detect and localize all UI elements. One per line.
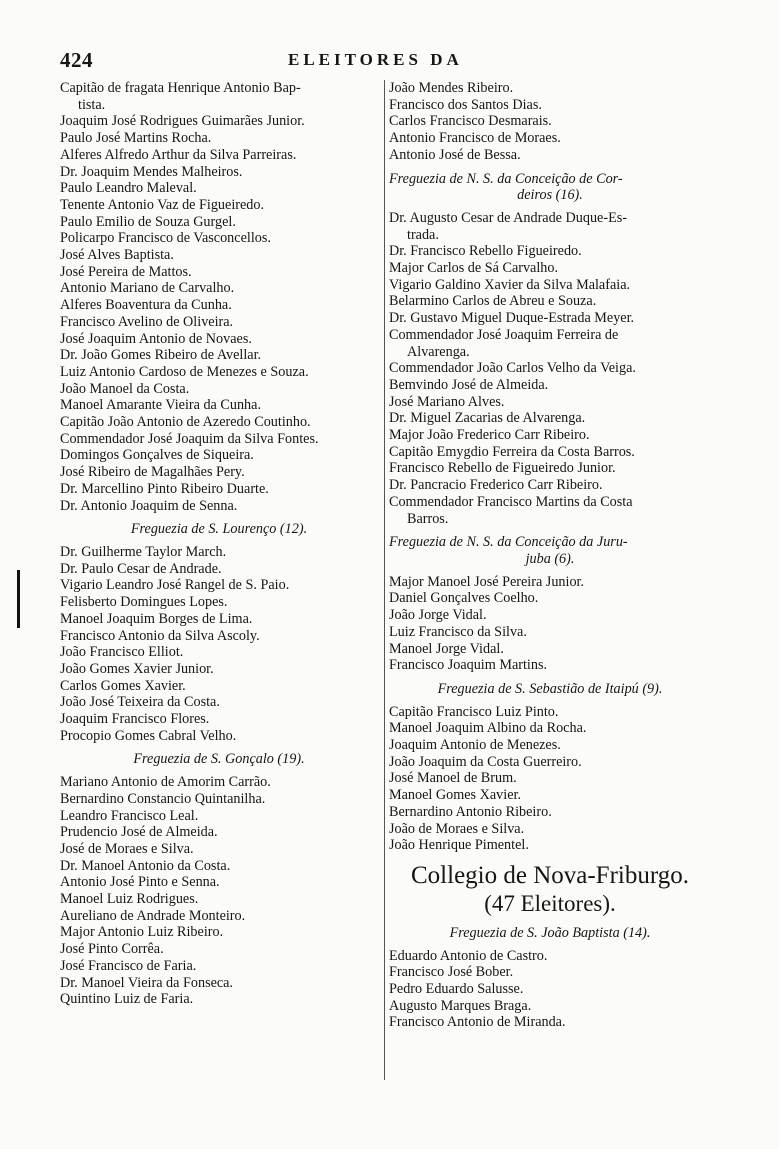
elector-list	[389, 948, 711, 1032]
elector-entry: Luiz Antonio Cardoso de Menezes e Souza.	[60, 363, 309, 380]
elector-entry: Manoel Amarante Vieira da Cunha.	[60, 397, 261, 414]
section-heading-line: Freguezia de N. S. da Conceição de Cor-	[389, 170, 623, 187]
elector-entry: Paulo José Martins Rocha.	[60, 130, 212, 147]
elector-entry: Prudencio José de Almeida.	[60, 824, 218, 841]
elector-entry: Mariano Antonio de Amorim Carrão.	[60, 774, 271, 791]
elector-entry: Major Manoel José Pereira Junior.	[389, 573, 585, 590]
margin-ink-mark	[17, 570, 20, 628]
section-heading	[389, 171, 711, 204]
elector-entry: Manoel Luiz Rodrigues.	[60, 891, 199, 908]
elector-list	[60, 544, 378, 744]
elector-entry: Vigario Galdino Xavier da Silva Malafaia.	[389, 276, 631, 293]
page-number: 424	[60, 48, 93, 72]
elector-entry: Belarmino Carlos de Abreu e Souza.	[389, 293, 597, 310]
elector-entry: Manoel Joaquim Borges de Lima.	[60, 610, 253, 627]
elector-entry: Joaquim Antonio de Menezes.	[389, 737, 561, 754]
running-head: ELEITORES DA	[288, 50, 463, 69]
elector-entry: Leandro Francisco Leal.	[60, 807, 199, 824]
elector-entry: Barros.	[407, 510, 449, 527]
elector-entry: Dr. Manoel Antonio da Costa.	[60, 857, 231, 874]
elector-entry: Dr. Augusto Cesar de Andrade Duque-Es-	[389, 209, 627, 226]
section-heading-line: Freguezia de N. S. da Conceição da Juru-	[389, 534, 628, 551]
elector-entry: Dr. Antonio Joaquim de Senna.	[60, 497, 238, 514]
elector-entry: Alferes Boaventura da Cunha.	[60, 297, 232, 314]
elector-entry: Vigario Leandro José Rangel de S. Paio.	[60, 577, 290, 594]
elector-entry: José de Moraes e Silva.	[60, 840, 194, 857]
elector-entry: Commendador Francisco Martins da Costa	[389, 493, 633, 510]
elector-entry: João Manoel da Costa.	[60, 380, 190, 397]
elector-entry: Eduardo Antonio de Castro.	[389, 947, 548, 964]
elector-entry: Capitão Emygdio Ferreira da Costa Barros.	[389, 443, 635, 460]
elector-entry: Quintino Luiz de Faria.	[60, 991, 194, 1008]
elector-entry: Antonio Mariano de Carvalho.	[60, 280, 235, 297]
elector-entry: Francisco Antonio da Silva Ascoly.	[60, 627, 260, 644]
elector-entry: Major Carlos de Sá Carvalho.	[389, 260, 559, 277]
elector-entry: José Pinto Corrêa.	[60, 941, 164, 958]
elector-entry: José Alves Baptista.	[60, 247, 174, 264]
elector-entry: Francisco Joaquim Martins.	[389, 657, 548, 674]
elector-entry: Dr. João Gomes Ribeiro de Avellar.	[60, 347, 262, 364]
elector-entry: José Mariano Alves.	[389, 393, 505, 410]
elector-entry: Manoel Gomes Xavier.	[389, 787, 521, 804]
elector-entry: João Francisco Elliot.	[60, 644, 184, 661]
elector-entry: Manoel Jorge Vidal.	[389, 640, 504, 657]
elector-entry: Dr. Pancracio Frederico Carr Ribeiro.	[389, 477, 603, 494]
elector-entry: tista.	[78, 96, 106, 113]
elector-entry: Dr. Paulo Cesar de Andrade.	[60, 560, 222, 577]
elector-entry: Antonio José de Bessa.	[389, 146, 521, 163]
elector-entry: Paulo Leandro Maleval.	[60, 180, 197, 197]
elector-entry: Pedro Eduardo Salusse.	[389, 981, 524, 998]
elector-entry: Luiz Francisco da Silva.	[389, 623, 527, 640]
elector-entry: Bernardino Constancio Quintanilha.	[60, 790, 266, 807]
elector-entry: Joaquim Francisco Flores.	[60, 711, 210, 728]
elector-entry: Alferes Alfredo Arthur da Silva Parreiras.	[60, 146, 297, 163]
elector-entry: Bemvindo José de Almeida.	[389, 376, 549, 393]
section-heading-line: juba (6).	[525, 550, 575, 567]
section-heading: Freguezia de S. Sebastião de Itaipú (9).	[437, 680, 663, 697]
elector-entry: Antonio Francisco de Moraes.	[389, 130, 561, 147]
elector-entry: Felisberto Domingues Lopes.	[60, 594, 228, 611]
elector-entry: Dr. Miguel Zacarias de Alvarenga.	[389, 410, 586, 427]
elector-entry: José Joaquim Antonio de Novaes.	[60, 330, 252, 347]
college-subtitle: (47 Eleitores).	[484, 890, 616, 916]
elector-entry: Augusto Marques Braga.	[389, 997, 532, 1014]
elector-entry: Dr. Guilherme Taylor March.	[60, 543, 227, 560]
elector-list	[389, 574, 711, 674]
elector-entry: João Gomes Xavier Junior.	[60, 660, 214, 677]
elector-list	[389, 704, 711, 854]
elector-entry: Francisco Antonio de Miranda.	[389, 1014, 566, 1031]
elector-entry: Aureliano de Andrade Monteiro.	[60, 907, 246, 924]
elector-entry: Capitão Francisco Luiz Pinto.	[389, 703, 559, 720]
elector-entry: trada.	[407, 226, 439, 243]
elector-list	[60, 774, 378, 1008]
elector-entry: Commendador João Carlos Velho da Veiga.	[389, 360, 636, 377]
section-heading	[389, 534, 711, 567]
elector-list	[389, 210, 711, 527]
elector-entry: Domingos Gonçalves de Siqueira.	[60, 447, 254, 464]
elector-entry: Carlos Francisco Desmarais.	[389, 113, 552, 130]
elector-entry: José Ribeiro de Magalhães Pery.	[60, 464, 245, 481]
elector-entry: João de Moraes e Silva.	[389, 820, 525, 837]
elector-entry: Antonio José Pinto e Senna.	[60, 874, 220, 891]
page-header	[0, 48, 779, 74]
elector-entry: Major João Frederico Carr Ribeiro.	[389, 427, 590, 444]
elector-entry: Francisco Rebello de Figueiredo Junior.	[389, 460, 616, 477]
elector-entry: José Pereira de Mattos.	[60, 263, 192, 280]
elector-entry: Commendador José Joaquim da Silva Fontes.	[60, 430, 319, 447]
college-title: Collegio de Nova-Friburgo.	[411, 861, 689, 889]
elector-entry: João Jorge Vidal.	[389, 607, 487, 624]
elector-entry: Carlos Gomes Xavier.	[60, 677, 186, 694]
elector-entry: Capitão João Antonio de Azeredo Coutinho.	[60, 414, 311, 431]
elector-entry: Dr. Gustavo Miguel Duque-Estrada Meyer.	[389, 310, 635, 327]
elector-entry: Procopio Gomes Cabral Velho.	[60, 727, 237, 744]
elector-entry: João Mendes Ribeiro.	[389, 80, 514, 96]
elector-entry: Bernardino Antonio Ribeiro.	[389, 803, 552, 820]
college-heading	[389, 862, 711, 918]
elector-entry: João José Teixeira da Costa.	[60, 694, 220, 711]
elector-entry: Joaquim José Rodrigues Guimarães Junior.	[60, 113, 305, 130]
elector-entry: Alvarenga.	[407, 343, 470, 360]
section-heading: Freguezia de S. Gonçalo (19).	[133, 751, 305, 768]
elector-entry: Dr. Joaquim Mendes Malheiros.	[60, 163, 243, 180]
elector-entry: Capitão de fragata Henrique Antonio Bap-	[60, 80, 301, 96]
elector-entry: Tenente Antonio Vaz de Figueiredo.	[60, 196, 265, 213]
elector-entry: Commendador José Joaquim Ferreira de	[389, 326, 619, 343]
elector-entry: Daniel Gonçalves Coelho.	[389, 590, 539, 607]
section-heading: Freguezia de S. Lourenço (12).	[130, 521, 308, 538]
elector-list	[389, 80, 711, 164]
elector-entry: José Manoel de Brum.	[389, 770, 517, 787]
section-heading: Freguezia de S. João Baptista (14).	[449, 924, 651, 941]
elector-list	[60, 80, 378, 514]
left-column	[60, 80, 378, 1008]
elector-entry: Major Antonio Luiz Ribeiro.	[60, 924, 224, 941]
elector-entry: Dr. Francisco Rebello Figueiredo.	[389, 243, 582, 260]
elector-entry: Francisco Avelino de Oliveira.	[60, 313, 234, 330]
section-heading-line: deiros (16).	[517, 187, 583, 204]
elector-entry: João Joaquim da Costa Guerreiro.	[389, 753, 582, 770]
elector-entry: Dr. Manoel Vieira da Fonseca.	[60, 974, 234, 991]
elector-entry: Policarpo Francisco de Vasconcellos.	[60, 230, 271, 247]
elector-entry: Paulo Emilio de Souza Gurgel.	[60, 213, 236, 230]
right-column	[384, 80, 711, 1080]
elector-entry: João Henrique Pimentel.	[389, 837, 529, 854]
elector-entry: José Francisco de Faria.	[60, 957, 197, 974]
elector-entry: Dr. Marcellino Pinto Ribeiro Duarte.	[60, 480, 269, 497]
elector-entry: Francisco José Bober.	[389, 964, 514, 981]
elector-entry: Francisco dos Santos Dias.	[389, 96, 542, 113]
elector-entry: Manoel Joaquim Albino da Rocha.	[389, 720, 587, 737]
